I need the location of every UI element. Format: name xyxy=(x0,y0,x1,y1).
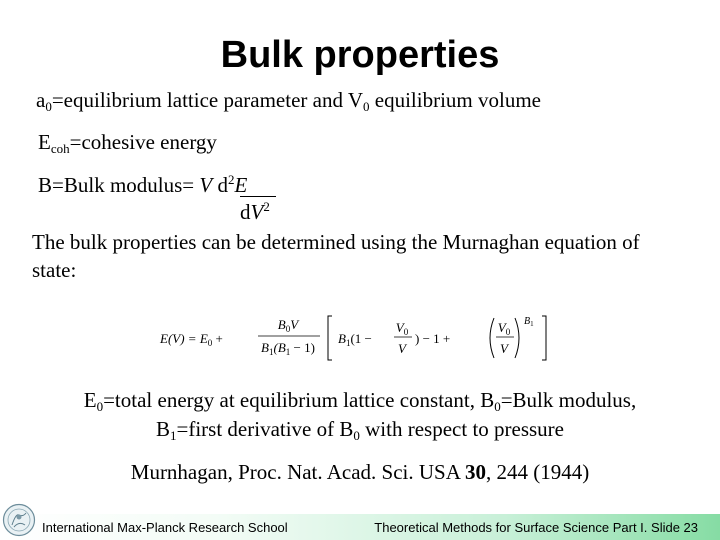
slide-title: Bulk properties xyxy=(220,34,500,76)
bulk-modulus-denominator: $dV^2$ xyxy=(240,199,270,224)
svg-text:V0: $V_0$ xyxy=(497,320,511,337)
svg-text:V: V xyxy=(500,341,508,356)
definitions-line-2: $B_1=first$ derivative of $B_0$ with respect to pressure xyxy=(155,417,564,443)
footer-left-text: International Max-Planck Research School xyxy=(42,520,288,535)
svg-text:V0: $V_0$ xyxy=(395,320,409,337)
svg-text:B0V: $B_0V$ xyxy=(277,317,299,334)
murnaghan-equation xyxy=(158,312,560,364)
svg-text:) − 1 +: ) − 1 + xyxy=(415,331,451,346)
definitions-line-1: $E_0=total$ energy at equilibrium lattice constant, $B_0=Bulk$ modulus, xyxy=(83,388,637,414)
citation: Murnhagan, Proc. Nat. Acad. Sci. USA 30, 244 (1944) xyxy=(130,460,590,484)
svg-text:B1(1 −: $B_1(1$ − xyxy=(338,331,372,348)
footer-bar xyxy=(0,514,720,540)
cohesive-energy-line: $E_{coh}=cohesive$ energy xyxy=(38,130,217,156)
max-planck-logo-icon xyxy=(2,503,36,537)
bulk-modulus-fraction-bar xyxy=(240,196,276,197)
murnaghan-intro-paragraph: The bulk properties can be determined using the Murnaghan equation of state: xyxy=(32,230,640,282)
svg-text:V: V xyxy=(398,341,406,356)
svg-text:E(V) = E0 +: $E(V) = E_0$ + xyxy=(160,331,223,348)
bulk-modulus-line: B=Bulk modulus= V $d^2E$ xyxy=(38,172,248,197)
lattice-parameter-line: $a_0=equilibrium$ lattice parameter and $V_0$ equilibrium volume xyxy=(36,88,541,114)
footer-right-text: Theoretical Methods for Surface Science Part I. Slide 23 xyxy=(374,520,698,535)
svg-text:B1: $B_1$ xyxy=(524,316,534,328)
svg-text:B1(B1 − 1): $B_1(B_1 - 1)$ xyxy=(261,340,315,357)
